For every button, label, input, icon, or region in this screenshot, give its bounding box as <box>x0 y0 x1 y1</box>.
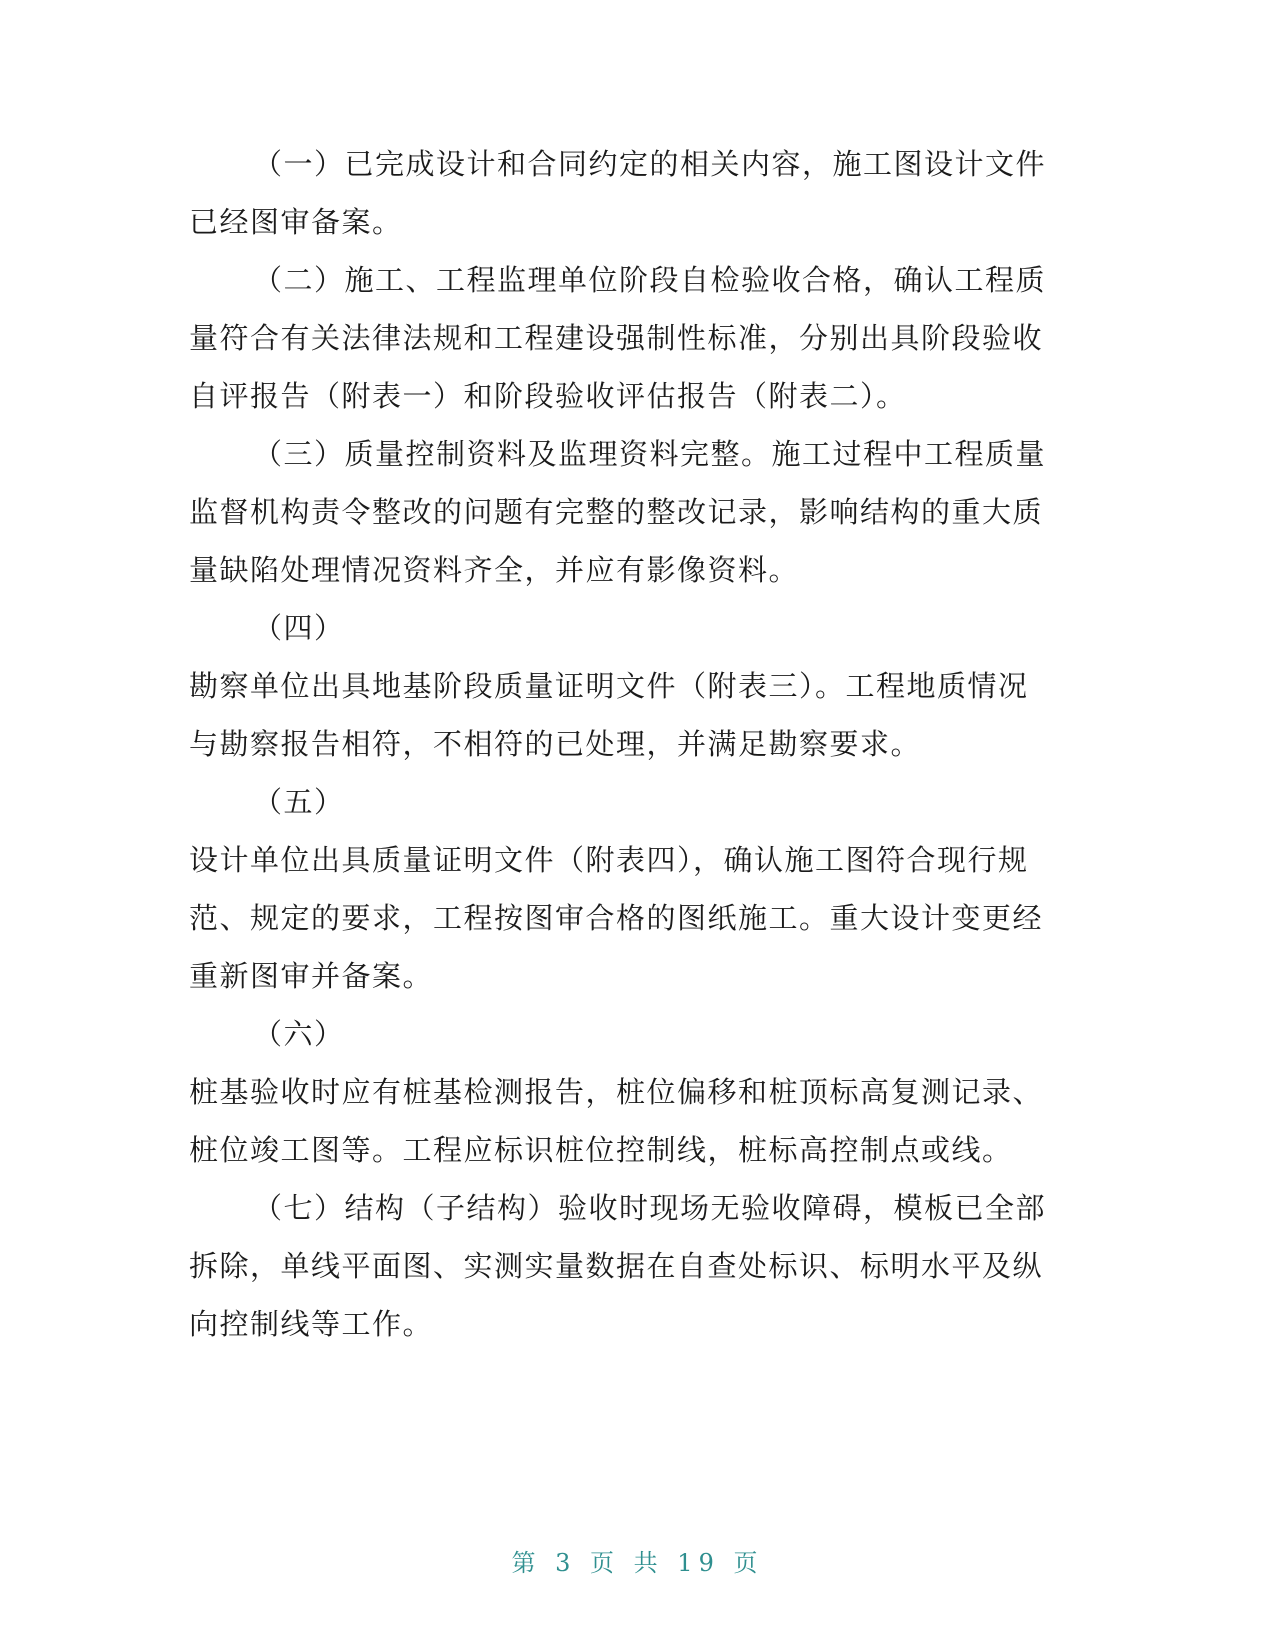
paragraph-3-line-1: （三）质量控制资料及监理资料完整。施工过程中工程质量 <box>253 437 1047 471</box>
paragraph-4-line-2: 与勘察报告相符，不相符的已处理，并满足勘察要求。 <box>189 727 922 761</box>
paragraph-3-line-2: 监督机构责令整改的问题有完整的整改记录，影响结构的重大质 <box>189 495 1044 529</box>
paragraph-1-line-2: 已经图审备案。 <box>189 205 403 239</box>
paragraph-6-heading: （六） <box>253 1017 345 1051</box>
paragraph-7-line-3: 向控制线等工作。 <box>189 1307 434 1341</box>
paragraph-6-line-1: 桩基验收时应有桩基检测报告，桩位偏移和桩顶标高复测记录、 <box>189 1075 1044 1109</box>
paragraph-7-line-2: 拆除，单线平面图、实测实量数据在自查处标识、标明水平及纵 <box>189 1249 1044 1283</box>
paragraph-7-line-1: （七）结构（子结构）验收时现场无验收障碍，模板已全部 <box>253 1191 1047 1225</box>
paragraph-5-line-1: 设计单位出具质量证明文件（附表四），确认施工图符合现行规 <box>189 843 1029 877</box>
paragraph-6-line-2: 桩位竣工图等。工程应标识桩位控制线，桩标高控制点或线。 <box>189 1133 1013 1167</box>
paragraph-5-line-3: 重新图审并备案。 <box>189 959 434 993</box>
paragraph-5-line-2: 范、规定的要求，工程按图审合格的图纸施工。重大设计变更经 <box>189 901 1044 935</box>
paragraph-4-heading: （四） <box>253 611 345 645</box>
page-number-footer: 第 3 页 共 19 页 <box>511 1549 764 1577</box>
paragraph-2-line-2: 量符合有关法律法规和工程建设强制性标准，分别出具阶段验收 <box>189 321 1044 355</box>
paragraph-3-line-3: 量缺陷处理情况资料齐全，并应有影像资料。 <box>189 553 800 587</box>
paragraph-5-heading: （五） <box>253 785 345 819</box>
paragraph-2-line-1: （二）施工、工程监理单位阶段自检验收合格，确认工程质 <box>253 263 1047 297</box>
paragraph-4-line-1: 勘察单位出具地基阶段质量证明文件（附表三）。工程地质情况 <box>189 669 1029 703</box>
paragraph-2-line-3: 自评报告（附表一）和阶段验收评估报告（附表二）。 <box>189 379 907 413</box>
paragraph-1-line-1: （一）已完成设计和合同约定的相关内容，施工图设计文件 <box>253 147 1047 181</box>
